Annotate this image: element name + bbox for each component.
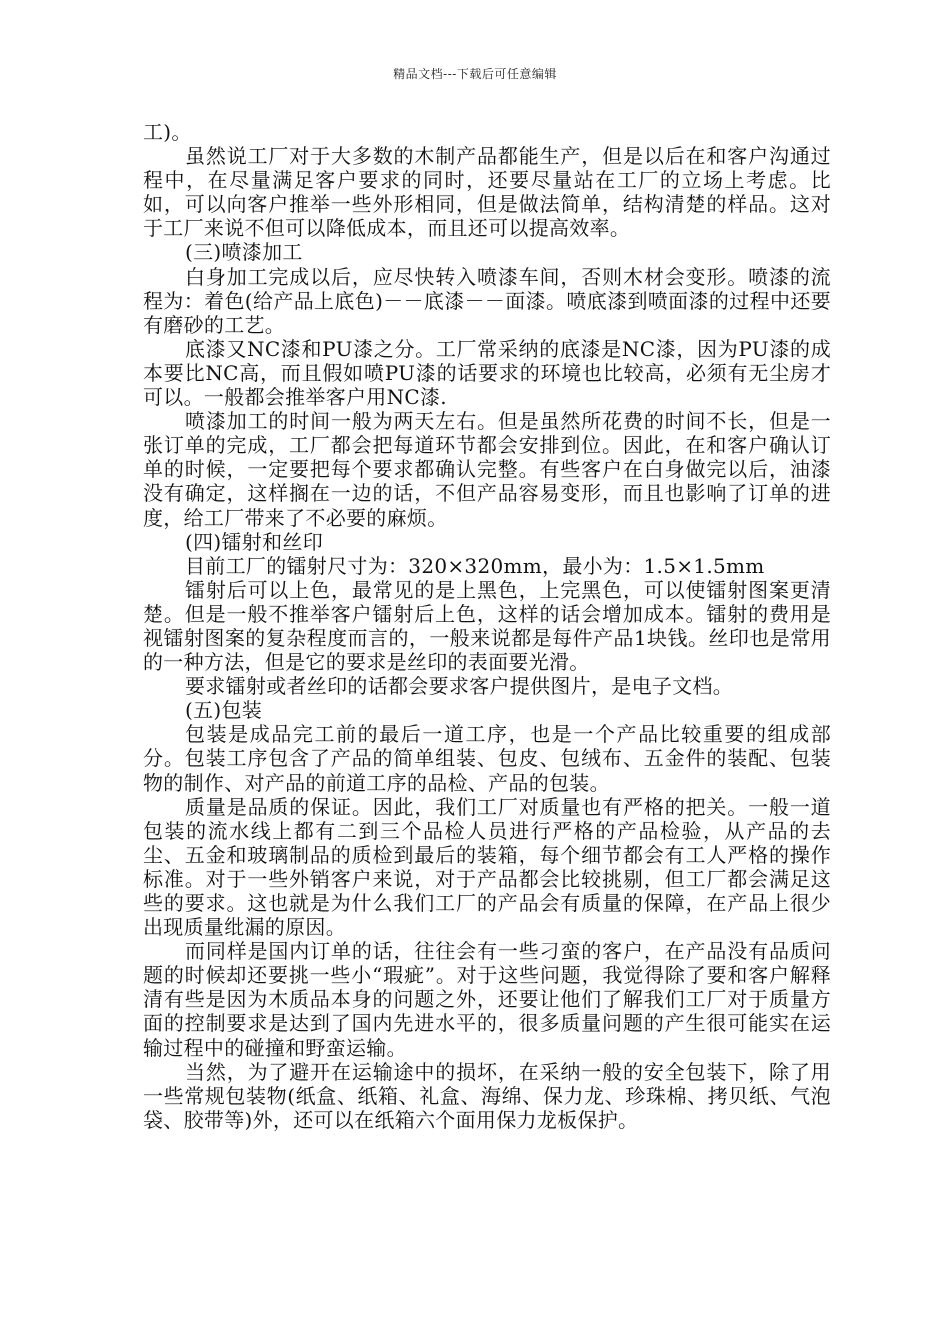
paragraph: 要求镭射或者丝印的话都会要求客户提供图片，是电子文档。 [185, 674, 734, 699]
paragraph: 目前工厂的镭射尺寸为：320×320mm，最小为：1.5×1.5mm [185, 553, 765, 578]
paragraph: 而同样是国内订单的话，往往会有一些刁蛮的客户，在产品没有品质问题的时候却还要挑一些小“瑕疵”。对于这些问题，我觉得除了要和客户解释清有些是因为木质品本身的问题之外，还要让他们了解我们工厂对于质量方面的控制要求是达到了国内先进水平的，很多质量问题的产生很可能实在运输过程中的碰撞和野蛮运输。 [143, 939, 831, 1060]
paragraph: 质量是品质的保证。因此，我们工厂对质量也有严格的把关。一般一道包装的流水线上都有二到三个品检人员进行严格的产品检验，从产品的去尘、五金和玻璃制品的质检到最后的装箱，每个细节都会有工人严格的操作标准。对于一些外销客户来说，对于产品都会比较挑剔，但工厂都会满足这些的要求。这也就是为什么我们工厂的产品会有质量的保障，在产品上很少出现质量纰漏的原因。 [143, 794, 831, 940]
paragraph: 底漆又NC漆和PU漆之分。工厂常采纳的底漆是NC漆，因为PU漆的成本要比NC高，而且假如喷PU漆的话要求的环境也比较高，必须有无尘房才可以。一般都会推举客户用NC漆. [143, 336, 831, 410]
paragraph: 当然，为了避开在运输途中的损坏，在采纳一般的安全包装下，除了用一些常规包装物(纸盒、纸箱、礼盒、海绵、保力龙、珍珠棉、拷贝纸、气泡袋、胶带等)外，还可以在纸箱六个面用保力龙板保护。 [143, 1059, 831, 1132]
document-body [143, 120, 831, 1132]
paragraph: 白身加工完成以后，应尽快转入喷漆车间，否则木材会变形。喷漆的流程为：着色(给产品上底色)－－底漆－－面漆。喷底漆到喷面漆的过程中还要有磨砂的工艺。 [143, 264, 831, 337]
page-header: 精品文档---下载后可任意编辑 [393, 67, 557, 81]
section-heading-laser-silkscreen: (四)镭射和丝印 [185, 529, 324, 554]
section-heading-spray-paint: (三)喷漆加工 [185, 240, 303, 265]
paragraph: 镭射后可以上色，最常见的是上黑色，上完黑色，可以使镭射图案更清楚。但是一般不推举客户镭射后上色，这样的话会增加成本。镭射的费用是视镭射图案的复杂程度而言的，一般来说都是每件产品1块钱。丝印也是常用的一种方法，但是它的要求是丝印的表面要光滑。 [143, 577, 831, 675]
paragraph-continuation: 工)。 [143, 120, 192, 144]
paragraph: 包装是成品完工前的最后一道工序，也是一个产品比较重要的组成部分。包装工序包含了产品的简单组装、包皮、包绒布、五金件的装配、包装物的制作、对产品的前道工序的品检、产品的包装。 [143, 722, 831, 795]
paragraph: 喷漆加工的时间一般为两天左右。但是虽然所花费的时间不长，但是一张订单的完成，工厂都会把每道环节都会安排到位。因此，在和客户确认订单的时候，一定要把每个要求都确认完整。有些客户在白身做完以后，油漆没有确定，这样搁在一边的话，不但产品容易变形，而且也影响了订单的进度，给工厂带来了不必要的麻烦。 [143, 409, 831, 530]
section-heading-packaging: (五)包装 [185, 698, 263, 723]
paragraph: 虽然说工厂对于大多数的木制产品都能生产，但是以后在和客户沟通过程中，在尽量满足客户要求的同时，还要尽量站在工厂的立场上考虑。比如，可以向客户推举一些外形相同，但是做法简单，结构清楚的样品。这对于工厂来说不但可以降低成本，而且还可以提高效率。 [143, 144, 831, 241]
